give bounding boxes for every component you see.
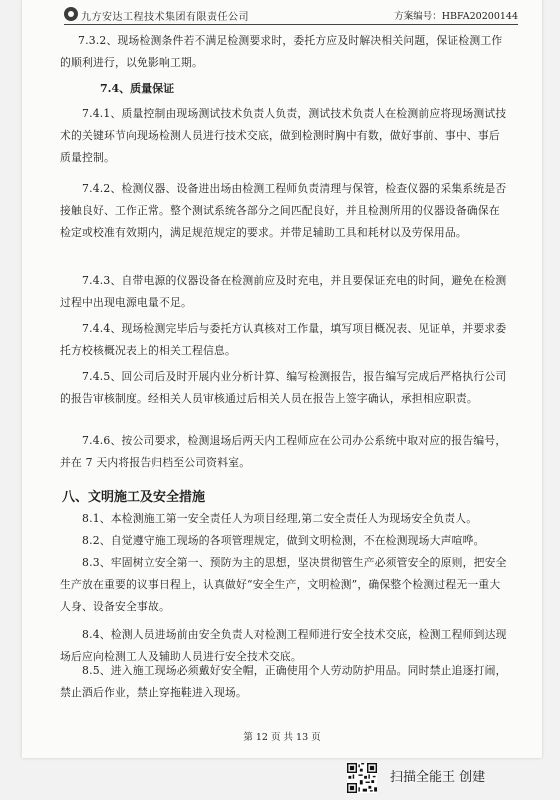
paragraph-8-5: 8.5、进入施工现场必须戴好安全帽，正确使用个人劳动防护用品。同时禁止追逐打闹，禁止酒后作业，禁止穿拖鞋进入现场。: [60, 664, 507, 699]
scanner-watermark: 扫描全能王 创建: [390, 770, 486, 785]
section-heading-7-4: 7.4、质量保证: [100, 82, 175, 95]
paragraph-7-4-3: 7.4.3、自带电源的仪器设备在检测前应及时充电，并且要保证充电的时间，避免在检测过程中出现电源电量不足。: [60, 274, 507, 309]
paragraph-8-2: 8.2、自觉遵守施工现场的各项管理规定，做到文明检测，不在检测现场大声喧哗。: [82, 534, 485, 547]
case-number: 方案编号：HBFA20200144: [394, 11, 518, 22]
paragraph-8-4: 8.4、检测人员进场前由安全负责人对检测工程师进行安全技术交底，检测工程师到达现场后应向检测工人及辅助人员进行安全技术交底。: [60, 628, 507, 663]
paragraph-7-4-5: 7.4.5、回公司后及时开展内业分析计算、编写检测报告，报告编写完成后严格执行公司的报告审核制度。经相关人员审核通过后相关人员在报告上签字确认，承担相应职责。: [60, 370, 507, 405]
page-number: 第 12 页 共 13 页: [243, 732, 321, 743]
document-page: [22, 0, 542, 758]
company-name: 九方安达工程技术集团有限责任公司: [81, 12, 249, 23]
paragraph-7-3-2: 7.3.2、现场检测条件若不满足检测要求时，委托方应及时解决相关问题，保证检测工作的顺利进行，以免影响工期。: [60, 34, 503, 69]
paragraph-8-3: 8.3、牢固树立安全第一、预防为主的思想，坚决贯彻管生产必须管安全的原则，把安全生产放在重要的议事日程上，认真做好“安全生产，文明检测”，确保整个检测过程无一重大人身、设备安全事故。: [60, 556, 507, 613]
paragraph-8-1: 8.1、本检测施工第一安全责任人为项目经理,第二安全责任人为现场安全负责人。: [82, 512, 478, 525]
paragraph-7-4-1: 7.4.1、质量控制由现场测试技术负责人负责，测试技术负责人在检测前应将现场测试技术的关键环节向现场检测人员进行技术交底，做到检测时胸中有数，做好事前、事中、事后质量控制。: [60, 107, 507, 164]
paragraph-7-4-4: 7.4.4、现场检测完毕后与委托方认真核对工作量，填写项目概况表、见证单，并要求委托方校核概况表上的相关工程信息。: [60, 322, 507, 357]
paragraph-7-4-6: 7.4.6、按公司要求，检测退场后两天内工程师应在公司办公系统中取对应的报告编号，并在 7 天内将报告归档至公司资料室。: [60, 434, 507, 469]
page-header: [64, 4, 518, 25]
section-heading-8: 八、文明施工及安全措施: [62, 490, 206, 505]
paragraph-7-4-2: 7.4.2、检测仪器、设备进出场由检测工程师负责清理与保管，检查仪器的采集系统是否接触良好、工作正常。整个测试系统各部分之间匹配良好，并且检测所用的仪器设备确保在检定或校准有效期内，满足规范规定的要求。并带足辅助工具和耗材以及劳保用品。: [60, 182, 507, 239]
company-logo-icon: [64, 7, 78, 21]
qr-code-icon: [347, 763, 377, 793]
